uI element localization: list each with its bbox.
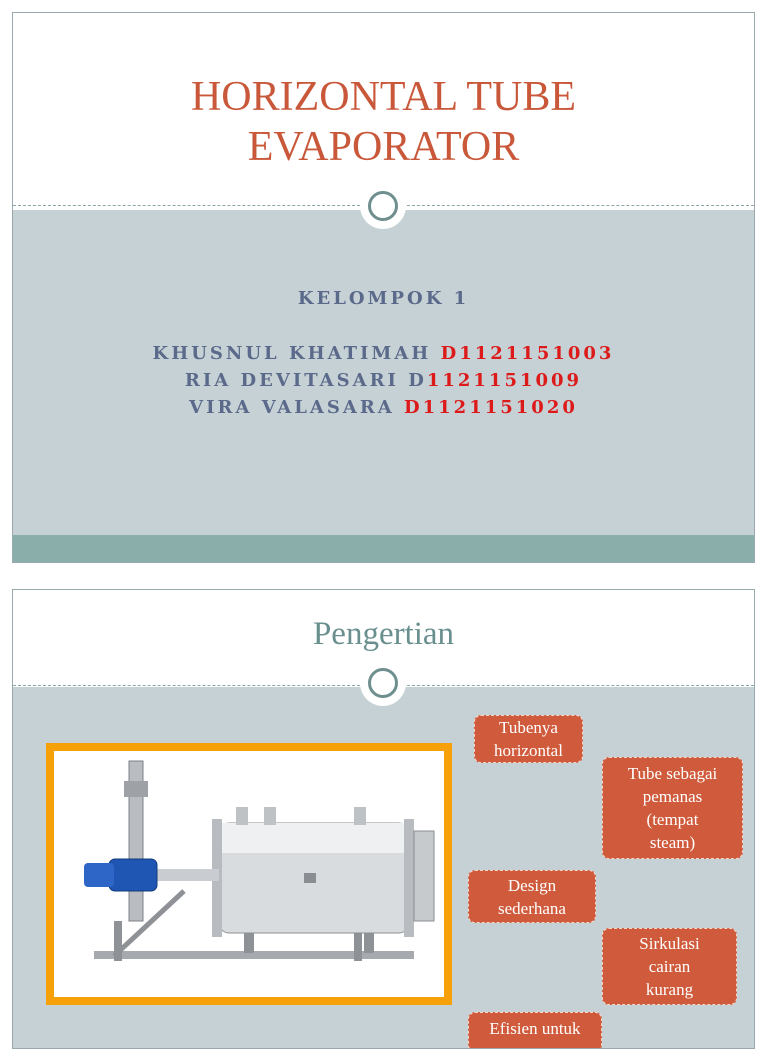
bottom-band: [13, 535, 754, 562]
member-id: D1121151020: [404, 397, 578, 418]
member-name: RIA DEVITASARI D: [184, 370, 427, 391]
feature-tag: Sirkulasi cairan kurang: [602, 928, 737, 1005]
evaporator-machine-icon: [54, 751, 444, 997]
title-line-2: EVAPORATOR: [247, 124, 520, 170]
member-row: [13, 367, 754, 394]
member-list: [13, 340, 754, 421]
member-name: VIRA VALASARA: [189, 397, 405, 418]
feature-tag: Efisien untuk: [468, 1012, 602, 1049]
feature-tag: Tubenya horizontal: [474, 715, 583, 763]
title-line-1: HORIZONTAL TUBE: [190, 74, 577, 120]
member-id: D1121151003: [440, 343, 615, 364]
group-label: KELOMPOK 1: [297, 288, 470, 309]
slide-title-heading: Pengertian: [312, 616, 455, 652]
slide-pengertian: [12, 589, 755, 1049]
slide-title-heading: [13, 72, 754, 172]
evaporator-photo: [54, 751, 444, 997]
member-id: 1121151009: [426, 370, 583, 391]
member-row: [13, 340, 754, 367]
ring-ornament-icon: [360, 183, 406, 229]
photo-frame: [46, 743, 452, 1005]
feature-tag: Design sederhana: [468, 870, 596, 923]
member-name: KHUSNUL KHATIMAH: [152, 343, 441, 364]
ring-ornament-icon: [360, 660, 406, 706]
title-area: [13, 13, 754, 206]
member-row: [13, 394, 754, 421]
slide-title: [12, 12, 755, 563]
feature-tag: Tube sebagai pemanas (tempat steam): [602, 757, 743, 859]
